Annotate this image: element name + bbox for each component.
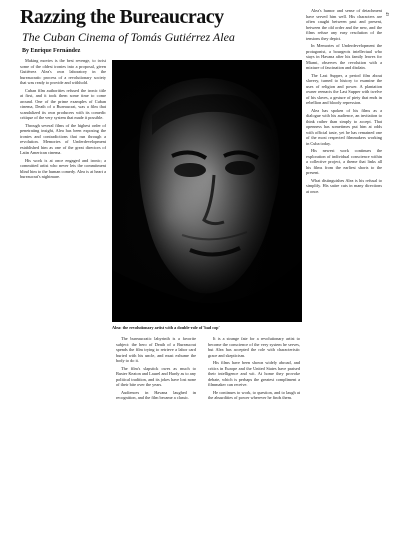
article-byline: By Enrique Fernández — [22, 48, 81, 54]
portrait-photo — [112, 60, 302, 322]
paragraph: Making movies is the best revenge, to twist some of the oldest ironies into a proposal, given Gutiérrez Alea's own laboratory in the bureaucratic process of a revolutionary society that was ready to provide and withhold. — [20, 58, 106, 85]
paragraph: His work is at once engaged and ironic; a committed artist who never lets the commitment blind him to the human comedy. Alea is at heart a bureaucrat's nightmare. — [20, 157, 106, 179]
text-column-bottom-1 — [116, 336, 196, 526]
paragraph: What distinguishes Alea is his refusal to simplify. His satire cuts in many directions at once. — [306, 177, 382, 194]
paragraph: The bureaucratic labyrinth is a favorite subject: the hero of Death of a Bureaucrat spends the film trying to retrieve a labor card buried with his uncle, and must exhume the body to do it. — [116, 336, 196, 363]
article-title: Razzing the Bureaucracy — [20, 6, 224, 28]
paragraph: Alea has spoken of his films as a dialogue with his audience, an invitation to think rather than simply to accept. That openness has sometimes put him at odds with official taste, yet he has remained one of the most respected filmmakers working in Cuba today. — [306, 107, 382, 146]
paragraph: Cuban film authorities refused the ironic title at first, and it took them some time to come around. One of the prime examples of Cuban cinema, Death of a Bureaucrat, was a film that scandalized its own producers with its comedic critique of the very system that made it possible. — [20, 87, 106, 120]
paragraph: It is a strange fate for a revolutionary artist to become the conscience of the very system he serves, but Alea has accepted the role with characteristic grace and skepticism. — [208, 336, 300, 358]
text-column-bottom-2 — [208, 336, 300, 526]
paragraph: His newest work continues the exploration of individual conscience within a collective project, a theme that links all his films from the earliest shorts to the present. — [306, 148, 382, 175]
portrait-image — [112, 60, 302, 322]
paragraph: His films have been shown widely abroad, and critics in Europe and the United States have praised their intelligence and wit. At home they provoke debate, which is perhaps the greatest compliment a filmmaker can receive. — [208, 360, 300, 387]
page-number: 43 — [385, 12, 390, 16]
paragraph: He continues to work, to question, and to laugh at the absurdities of power wherever he finds them. — [208, 389, 300, 400]
paragraph: Audiences in Havana laughed in recognition, and the film became a classic. — [116, 389, 196, 400]
text-column-left — [20, 58, 106, 526]
paragraph: In Memories of Underdevelopment the protagonist, a bourgeois intellectual who stays in Havana after his family leaves for Miami, observes the revolution with a mixture of fascination and disdain. — [306, 43, 382, 70]
photo-caption: Alea: the revolutionary artist with a double-role of 'bad cop' — [112, 325, 220, 330]
article-subtitle: The Cuban Cinema of Tomás Gutiérrez Alea — [22, 30, 235, 44]
paragraph: Alea's humor and sense of detachment have served him well. His characters are often caught between past and present, between the old order and the new, and the films refuse any easy resolution of the tensions they depict. — [306, 8, 382, 41]
paragraph: Through several films of the highest order of penetrating insight, Alea has been exposing the ironies and contradictions that run through a revolution. Memories of Underdevelopment established him as one of the great directors of Latin American cinema. — [20, 122, 106, 155]
text-column-right — [306, 8, 382, 526]
paragraph: The film's slapstick owes as much to Buster Keaton and Laurel and Hardy as to any political tradition, and its jokes have lost none of their bite over the years. — [116, 365, 196, 387]
paragraph: The Last Supper, a period film about slavery, turned to history to examine the uses of religion and power. A plantation owner reenacts the Last Supper with twelve of his slaves, a gesture of piety that ends in rebellion and bloody repression. — [306, 72, 382, 105]
